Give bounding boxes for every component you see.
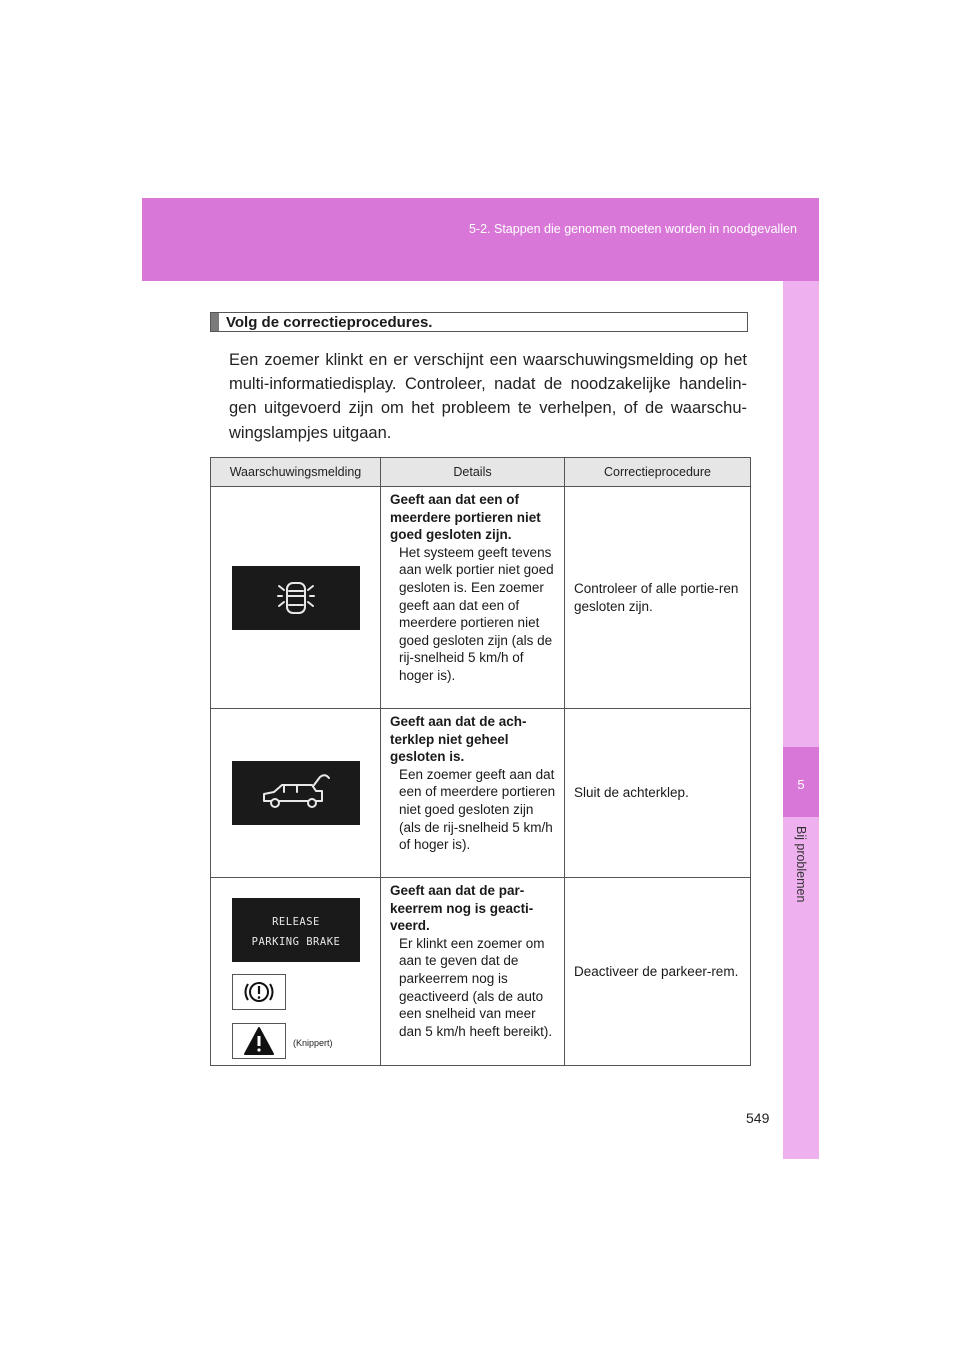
master-warning-icon xyxy=(232,1023,286,1059)
door-open-car-icon xyxy=(232,566,360,630)
details-body: Een zoemer geeft aan dat een of meerdere portieren niet goed gesloten zijn (als de rij-snelheid 5 km/h of hoger is). xyxy=(399,766,556,853)
details-title: Geeft aan dat een of meerdere portieren niet goed gesloten zijn. xyxy=(390,492,541,543)
header-warning: Waarschuwingsmelding xyxy=(211,458,381,487)
display-line-2: PARKING BRAKE xyxy=(251,936,341,948)
details-body: Er klinkt een zoemer om aan te geven dat de parkeerrem nog is geactiveerd (als de auto een snelheid van meer dan 5 km/h heeft bereikt). xyxy=(399,935,553,1039)
table-header-row xyxy=(211,458,751,487)
intro-paragraph: Een zoemer klinkt en er verschijnt een waarschuwingsmelding op het multi-informatiedisplay. Controleer, nadat de noodzakelijke handelin-gen uitgevoerd zijn om het probleem te verhelpen, of de waarschu-wingslampjes uitgaan. xyxy=(229,351,747,442)
header-procedure: Correctieprocedure xyxy=(565,458,751,487)
tailgate-open-car-icon xyxy=(232,761,360,825)
section-heading-text: Volg de correctieprocedures. xyxy=(226,314,433,331)
running-header: 5-2. Stappen die genomen moeten worden in noodgevallen xyxy=(468,222,797,236)
details-body: Het systeem geeft tevens aan welk portier niet goed gesloten is. Een zoemer geeft aan dat een of meerdere portieren niet goed gesloten zijn (als de rij-snelheid 5 km/h of hoger is). xyxy=(399,544,554,683)
warning-display-cell xyxy=(211,878,381,1066)
brake-warning-icon xyxy=(232,974,286,1010)
page-number: 549 xyxy=(746,1110,770,1126)
heading-marker xyxy=(211,313,219,331)
warning-display-cell xyxy=(211,709,381,878)
table-row xyxy=(211,878,751,1066)
chapter-side-tab xyxy=(783,281,819,1159)
procedure-text: Controleer of alle portie-ren gesloten zijn. xyxy=(574,580,739,614)
details-cell xyxy=(381,878,565,1066)
table-row xyxy=(211,487,751,709)
chapter-number: 5 xyxy=(797,777,805,792)
details-title: Geeft aan dat de par-keerrem nog is geacti-veerd. xyxy=(390,883,534,934)
chapter-number-tab xyxy=(783,747,819,817)
details-cell xyxy=(381,487,565,709)
section-heading xyxy=(210,312,748,332)
header-band xyxy=(142,198,819,281)
table-row xyxy=(211,709,751,878)
procedure-text: Deactiveer de parkeer-rem. xyxy=(574,963,739,979)
details-cell xyxy=(381,709,565,878)
display-line-1: RELEASE xyxy=(272,916,320,928)
warning-display-cell xyxy=(211,487,381,709)
details-title: Geeft aan dat de ach-terklep niet geheel gesloten is. xyxy=(390,714,527,765)
blink-note: (Knippert) xyxy=(293,1038,333,1048)
release-parking-brake-display xyxy=(232,898,360,962)
chapter-label: Bij problemen xyxy=(794,826,808,903)
procedure-cell xyxy=(565,878,751,1066)
procedure-cell xyxy=(565,709,751,878)
procedure-text: Sluit de achterklep. xyxy=(574,785,689,801)
header-details: Details xyxy=(381,458,565,487)
warning-table xyxy=(210,457,751,1066)
procedure-cell xyxy=(565,487,751,709)
